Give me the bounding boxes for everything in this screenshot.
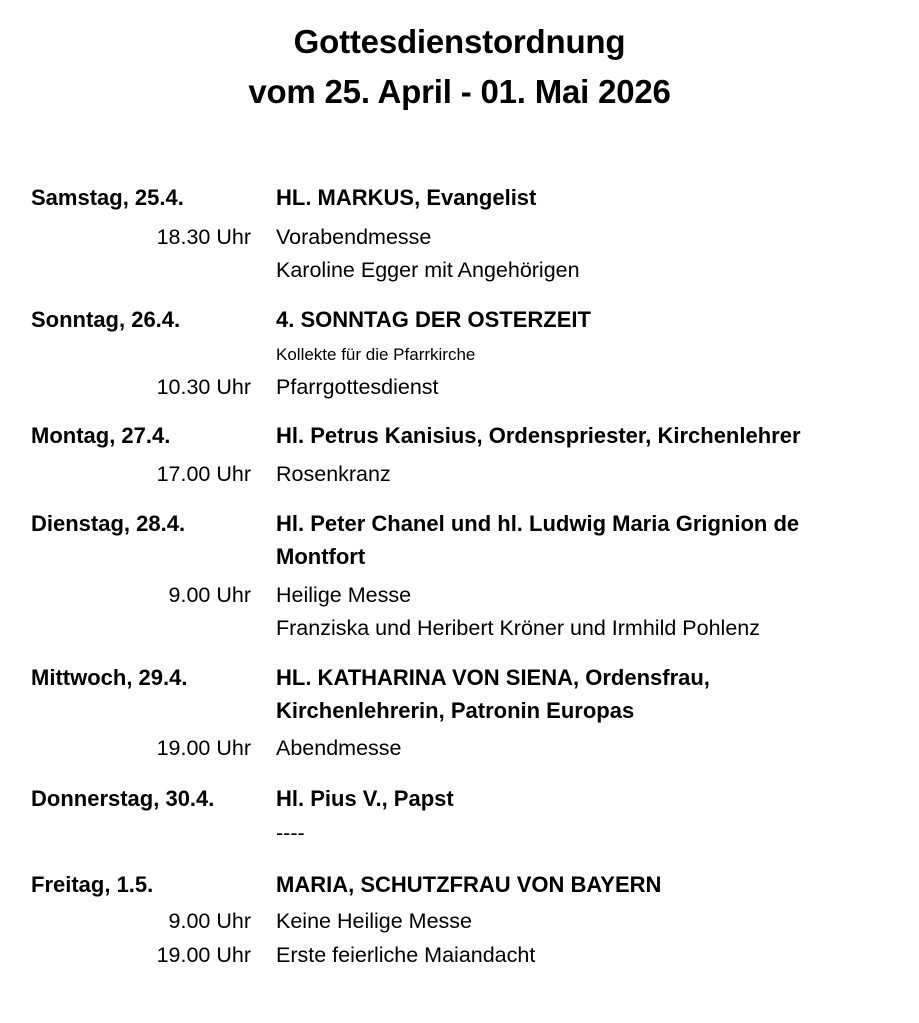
feast-title: HL. MARKUS, Evangelist <box>276 185 537 210</box>
service-description: Abendmesse <box>276 736 402 760</box>
service-intention: Karoline Egger mit Angehörigen <box>276 258 580 282</box>
service-description: Keine Heilige Messe <box>276 909 472 933</box>
feast-title-continued: Kirchenlehrerin, Patronin Europas <box>276 698 635 723</box>
day-label: Donnerstag, 30.4. <box>31 786 215 811</box>
day-label: Freitag, 1.5. <box>31 872 154 897</box>
service-description: Rosenkranz <box>276 462 391 486</box>
feast-title-continued: Montfort <box>276 544 366 569</box>
service-time: 19.00 Uhr <box>156 943 251 967</box>
feast-title: MARIA, SCHUTZFRAU VON BAYERN <box>276 872 662 897</box>
day-label: Samstag, 25.4. <box>31 185 184 210</box>
service-time: 19.00 Uhr <box>156 736 251 760</box>
page-subtitle-date-range: vom 25. April - 01. Mai 2026 <box>248 73 671 110</box>
no-service-placeholder: ---- <box>276 821 305 845</box>
service-time: 17.00 Uhr <box>156 462 251 486</box>
day-label: Dienstag, 28.4. <box>31 511 186 536</box>
feast-title: Hl. Pius V., Papst <box>276 786 454 811</box>
service-description: Vorabendmesse <box>276 225 432 249</box>
service-description: Pfarrgottesdienst <box>276 375 439 399</box>
feast-title: Hl. Peter Chanel und hl. Ludwig Maria Grignion de <box>276 511 800 536</box>
service-time: 18.30 Uhr <box>156 225 251 249</box>
service-time: 9.00 Uhr <box>168 909 251 933</box>
collection-note: Kollekte für die Pfarrkirche <box>276 345 476 364</box>
page-title: Gottesdienstordnung <box>293 23 626 60</box>
service-description: Erste feierliche Maiandacht <box>276 943 536 967</box>
feast-title: 4. SONNTAG DER OSTERZEIT <box>276 307 591 332</box>
feast-title: Hl. Petrus Kanisius, Ordenspriester, Kirchenlehrer <box>276 423 801 448</box>
day-label: Sonntag, 26.4. <box>31 307 181 332</box>
day-label: Mittwoch, 29.4. <box>31 665 188 690</box>
feast-title: HL. KATHARINA VON SIENA, Ordensfrau, <box>276 665 710 690</box>
service-time: 9.00 Uhr <box>168 583 251 607</box>
service-time: 10.30 Uhr <box>156 375 251 399</box>
service-description: Heilige Messe <box>276 583 412 607</box>
service-intention: Franziska und Heribert Kröner und Irmhild Pohlenz <box>276 616 760 640</box>
day-label: Montag, 27.4. <box>31 423 171 448</box>
